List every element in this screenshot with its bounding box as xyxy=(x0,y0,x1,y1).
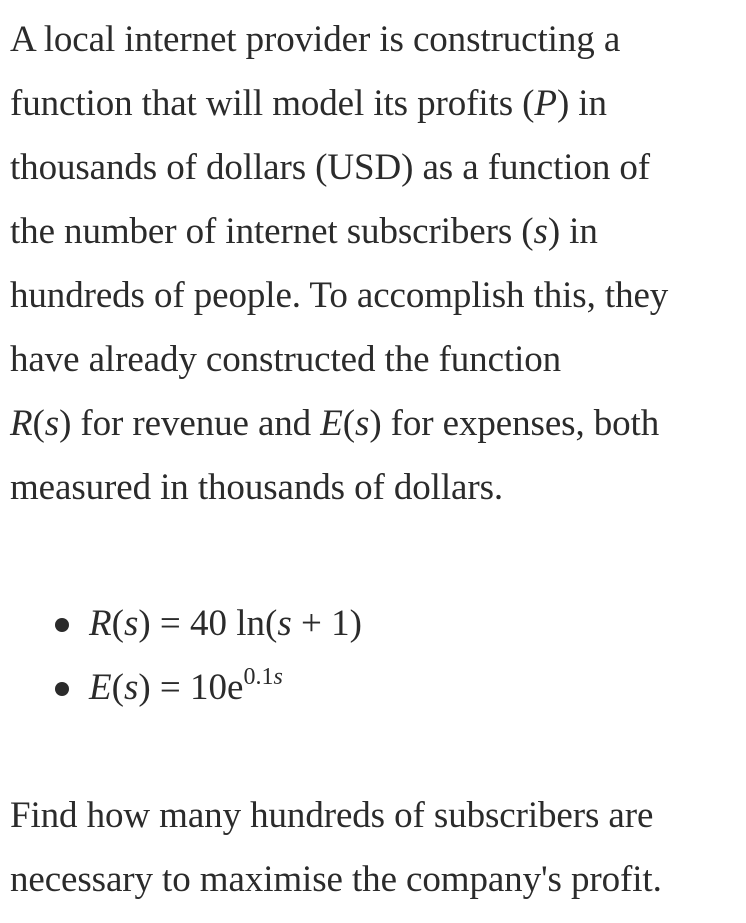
function-list xyxy=(10,592,362,720)
expense-function-item: $E(s) = 10e^{0.1s}$ xyxy=(10,656,362,720)
intro-line-6: have already constructed the function xyxy=(10,339,562,380)
bullet-icon xyxy=(55,618,69,632)
intro-line-1: A local internet provider is constructing a xyxy=(10,19,621,60)
exponent: 0.1s xyxy=(243,664,283,690)
profit-variable: P xyxy=(534,83,557,124)
revenue-function-item: R(s) = 40 ln(s + 1) xyxy=(10,592,362,656)
question-line-2: necessary to maximise the company's profit. xyxy=(10,859,662,900)
subscriber-variable: s xyxy=(533,211,548,252)
question-paragraph xyxy=(10,784,662,912)
intro-line-7: R(s) for revenue and E(s) for expenses, both xyxy=(10,403,660,444)
intro-line-4: the number of internet subscribers (s) in xyxy=(10,211,598,252)
intro-line-8: measured in thousands of dollars. xyxy=(10,467,504,508)
bullet-icon xyxy=(55,682,69,696)
expense-function-name: E xyxy=(320,403,343,444)
revenue-function-name: R xyxy=(10,403,33,444)
intro-paragraph xyxy=(10,8,668,520)
intro-line-2: function that will model its profits (P) in xyxy=(10,83,607,124)
intro-line-5: hundreds of people. To accomplish this, they xyxy=(10,275,669,316)
question-line-1: Find how many hundreds of subscribers are xyxy=(10,795,654,836)
intro-line-3: thousands of dollars (USD) as a function of xyxy=(10,147,651,188)
